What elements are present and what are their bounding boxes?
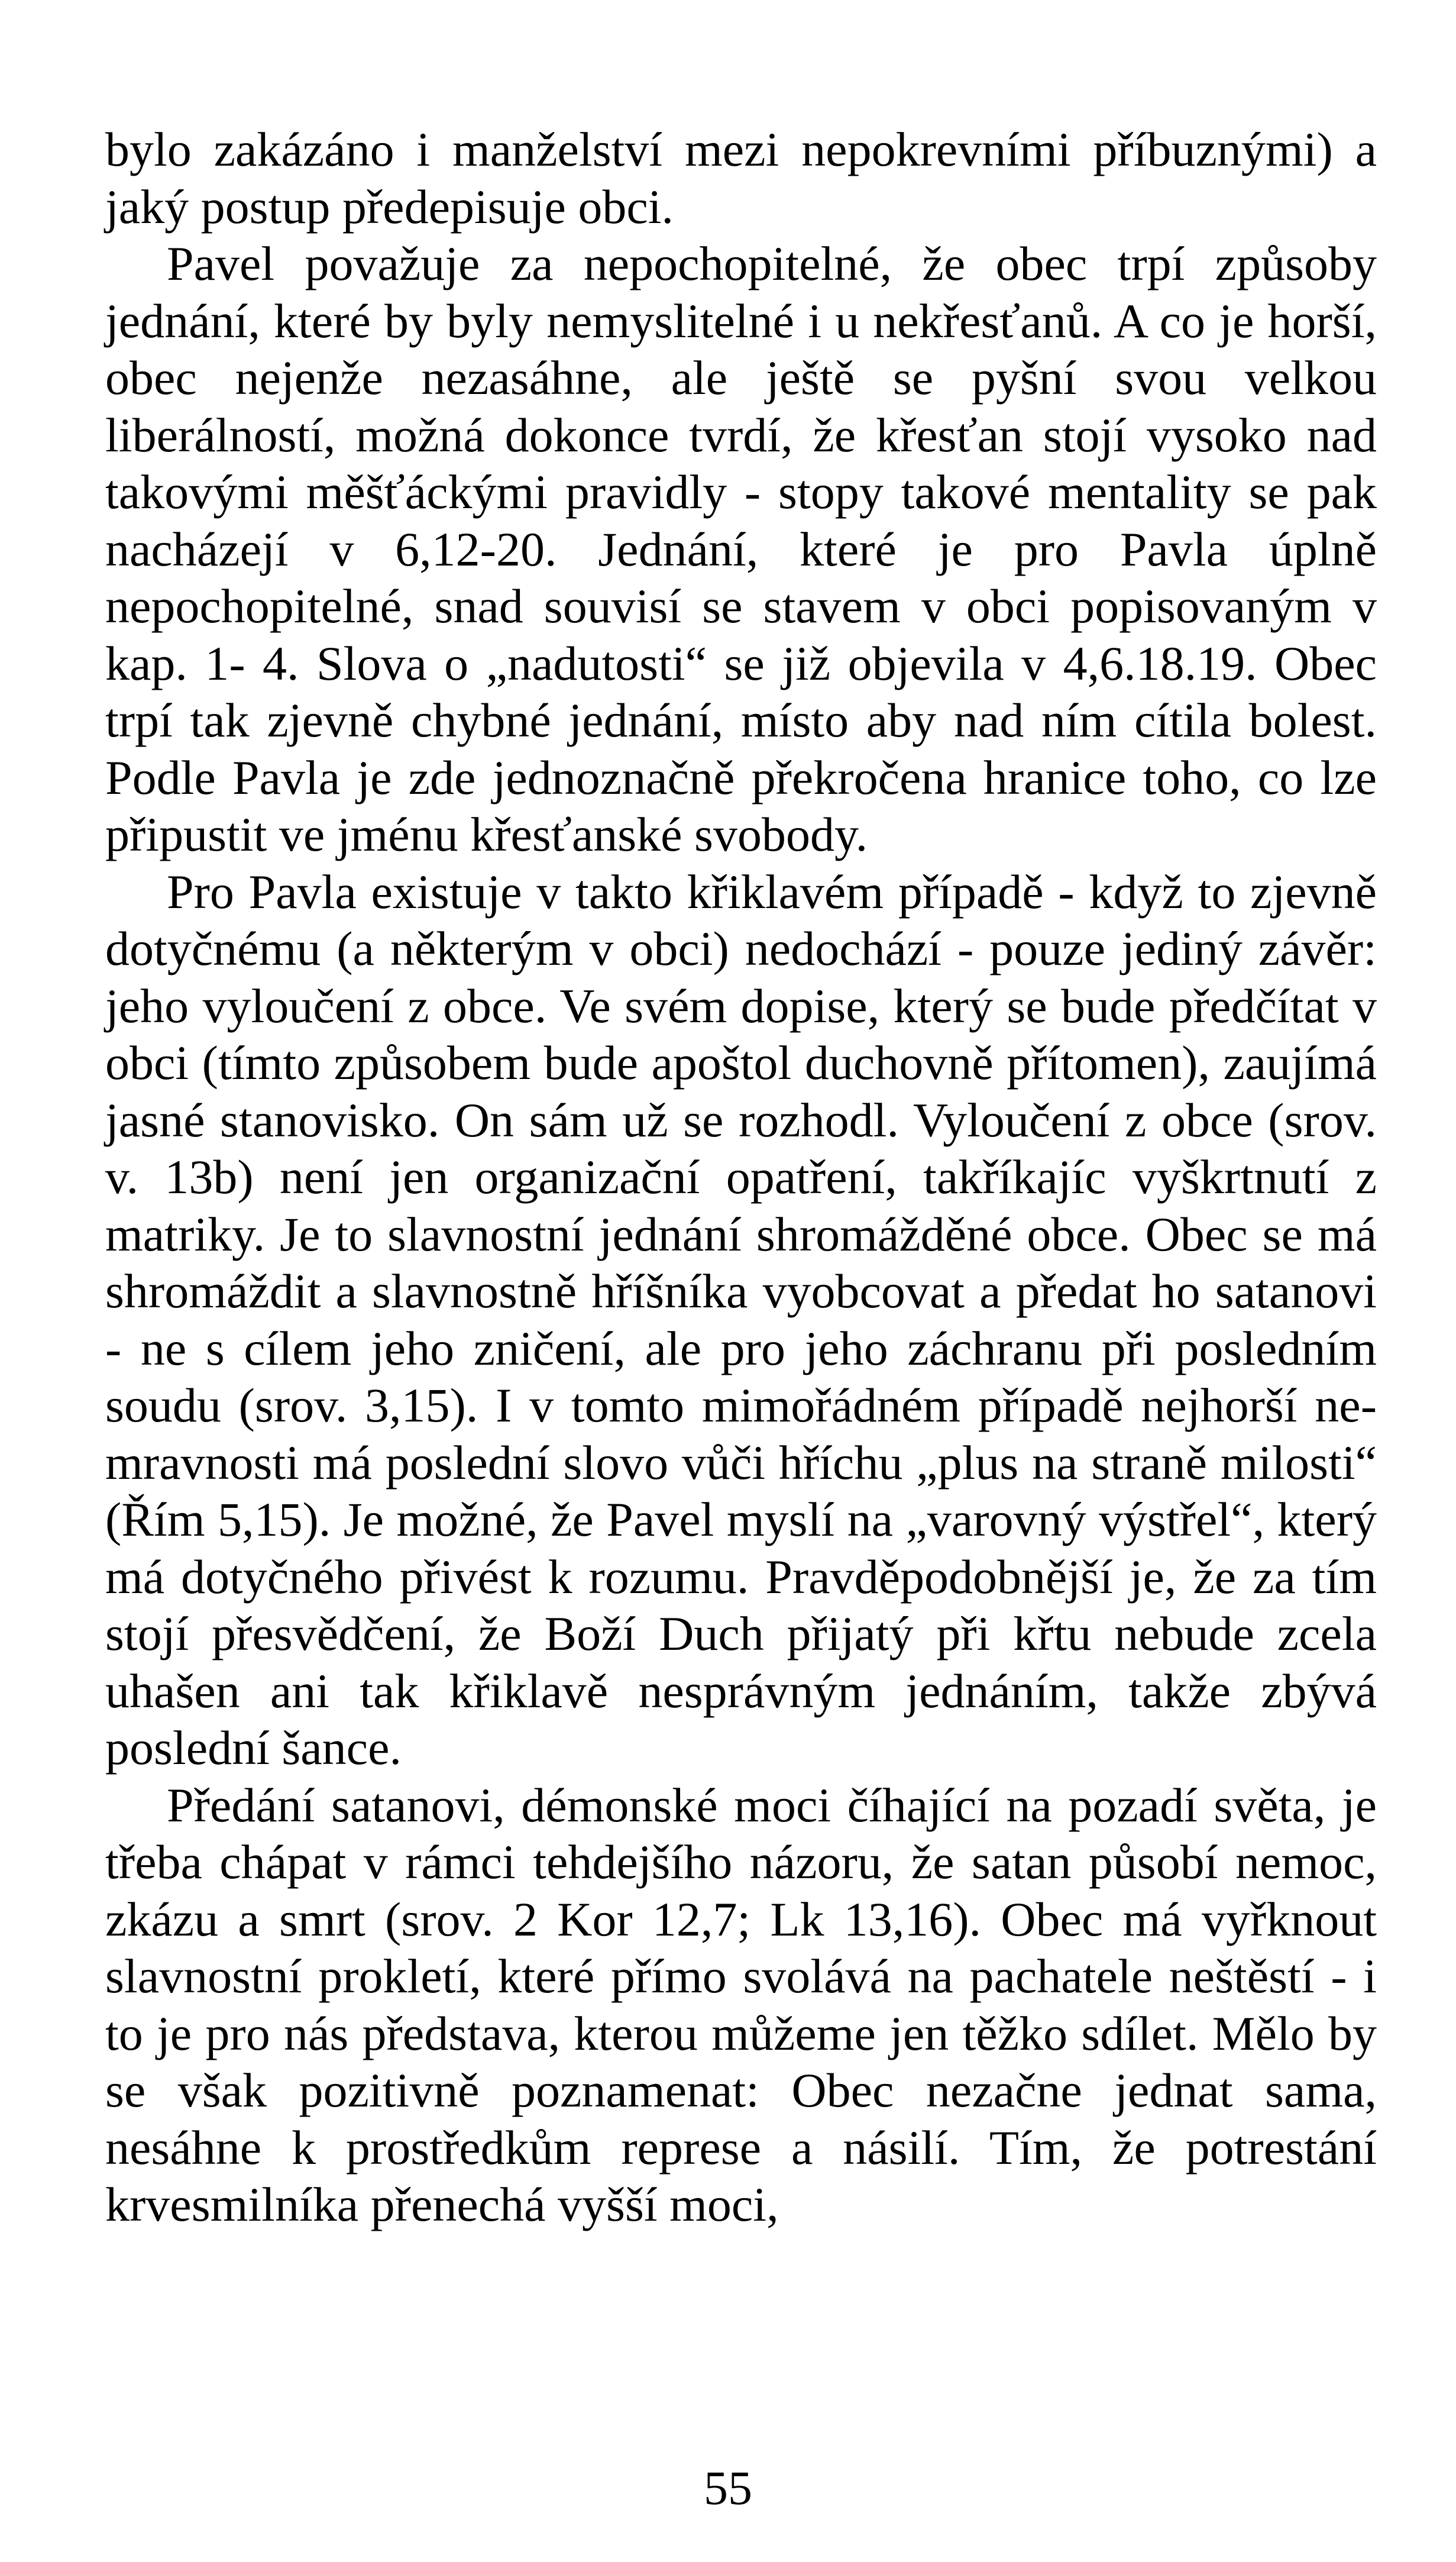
paragraph-continuation: bylo zakázáno i manželství mezi nepokrevními příbuznými) a jaký postup předepisuje obci. bbox=[105, 122, 1377, 234]
page-number: 55 bbox=[704, 2461, 752, 2515]
body-text bbox=[105, 121, 1377, 2234]
paragraph: Pavel považuje za nepochopitelné, že obec trpí způsoby jednání, které by byly nemyslitelné i u nekřesťanů. A co je horší, obec nejenže nezasáhne, ale ještě se pyšní svou velkou liberálností, možná dokonce tvrdí, že křesťan stojí vysoko nad takovými měšťáckými pravidly - stopy takové mentality se pak nacházejí v 6,12-20. Jednání, které je pro Pavla úplně nepochopitelné, snad souvisí se stavem v obci popisovaným v kap. 1- 4. Slova o „nadutosti“ se již objevila v 4,6.18.19. Obec trpí tak zjevně chybné jednání, místo aby nad ním cítila bolest. Podle Pavla je zde jednoznačně překročena hranice toho, co lze připustit ve jménu křesťanské svobody. bbox=[105, 237, 1377, 861]
paragraph: Předání satanovi, démonské moci číhající na pozadí světa, je třeba chápat v rámci tehdejšího názoru, že satan působí nemoc, zkázu a smrt (srov. 2 Kor 12,7; Lk 13,16). Obec má vyřknout slavnostní prokletí, které přímo svolává na pachatele neštěstí - i to je pro nás představa, kterou můžeme jen těžko sdílet. Mělo by se však pozitivně poznamenat: Obec nezačne jednat sama, nesáhne k prostředkům represe a násilí. Tím, že potrestání krvesmilníka přenechá vyšší moci, bbox=[105, 1778, 1377, 2231]
paragraph: Pro Pavla existuje v takto křiklavém případě - když to zjevně dotyčnému (a některým v obci) nedochází - pouze jediný závěr: jeho vyloučení z obce. Ve svém dopise, který se bude předčítat v obci (tímto způsobem bude apoštol duchovně přítomen), zaujímá jasné stanovisko. On sám už se rozhodl. Vyloučení z obce (srov. v. 13b) není jen organizační opatření, takříkajíc vyškrtnutí z matriky. Je to slavnostní jednání shromážděné obce. Obec se má shromáždit a slavnostně hříšníka vyobcovat a předat ho satanovi - ne s cílem jeho zničení, ale pro jeho záchranu při posledním soudu (srov. 3,15). I v tomto mimořádném případě nejhorší nemravnosti má poslední slovo vůči hříchu „plus na straně milosti“ (Řím 5,15). Je možné, že Pavel myslí na „varovný výstřel“, který má dotyčného přivést k rozumu. Pravděpodobnější je, že za tím stojí přesvědčení, že Boží Duch přijatý při křtu nebude zcela uhašen ani tak křiklavě nesprávným jednáním, takže zbývá poslední šance. bbox=[105, 864, 1377, 1775]
